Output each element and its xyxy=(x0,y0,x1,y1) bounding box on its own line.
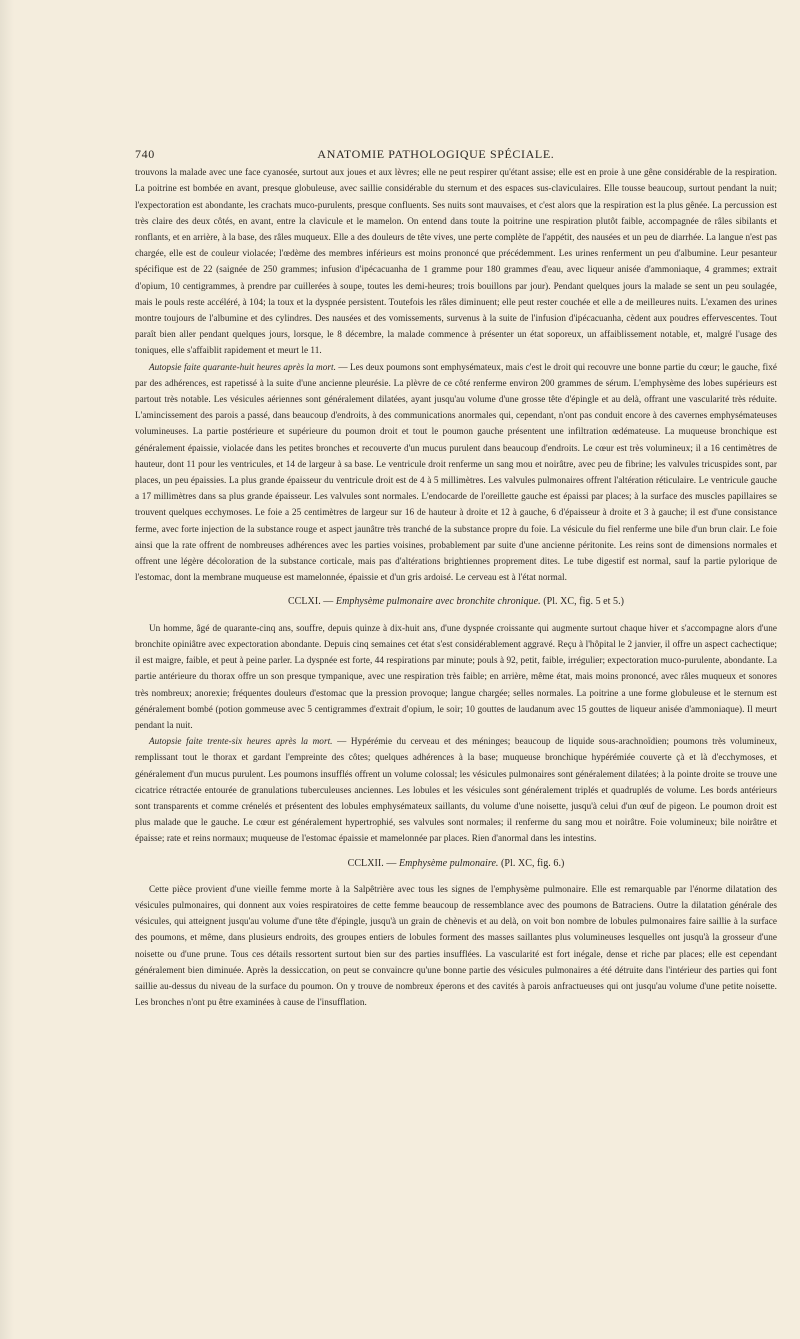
heading-prefix-cclxii: CCLXII. — xyxy=(347,857,399,869)
heading-title-cclxii: Emphysème pulmonaire. xyxy=(398,857,499,869)
case-paragraph-cclxi: Un homme, âgé de quarante-cinq ans, souffre, depuis quinze à dix-huit ans, d'une dyspnée croissante qui augmente surtout chaque hiver et s'accompagne alors d'une bronchite opiniâtre avec expectoration abondante. Depuis cinq semaines cet état s'est considérablement aggravé. Reçu à l'hôpital le 2 janvier, il offre un aspect cachectique; il est maigre, faible, et peut à peine parler. La dyspnée est forte, 44 respirations par minute; pouls à 92, petit, faible, irrégulier; expectoration muco-purulente, abondante. La partie antérieure du thorax offre un son presque tympanique, avec une respiration très faible; en arrière, même état, mais moins prononcé, avec râles muqueux et sonores très nombreux; anorexie; fréquentes douleurs d'estomac que la pression provoque; langue chargée; selles normales. La poitrine a une forme globuleuse et le sternum est généralement bombé (potion gommeuse avec 5 centigrammes d'extrait d'opium, le soir; 10 gouttes de laudanum avec 15 gouttes de liqueur anisée d'ammoniaque). Il meurt pendant la nuit. xyxy=(135,622,777,730)
running-title: ANATOMIE PATHOLOGIQUE SPÉCIALE. xyxy=(317,147,555,161)
text-column xyxy=(135,146,777,1010)
autopsy-text-2: — Hypérémie du cerveau et des méninges; beaucoup de liquide sous-arachnoïdien; poumons très volumineux, remplissant tout le thorax et gardant l'empreinte des côtes; quelques adhérences à la base; muqueuse bronchique hypérémiée couverte çà et là d'ecchymoses, et généralement d'un mucus purulent. Les poumons insufflés offrent un volume colossal; les vésicules pulmonaires sont généralement dilatées; à la pointe droite se trouve une cicatrice rétractée entourée de granulations tuberculeuses anciennes. Les lobules et les vésicules sont généralement triplés et quadruplés de volume. Les bords antérieurs sont transparents et comme crénelés et présentent des lobules emphysémateux saillants, du volume d'une noisette, jusqu'à celui d'un œuf de pigeon. Le poumon droit est plus malade que le gauche. Le cœur est généralement hypertrophié, ses valvules sont normales; il renferme du sang mou et noirâtre. Foie volumineux; bile noirâtre et épaisse; rate et reins normaux; muqueuse de l'estomac épaissie et mamelonnée par places. Rien d'anormal dans les intestins. xyxy=(135,736,777,844)
case-paragraph-cclxii: Cette pièce provient d'une vieille femme morte à la Salpêtrière avec tous les signes de l'emphysème pulmonaire. Elle est remarquable par l'énorme dilatation des vésicules pulmonaires, qui donnent aux voies respiratoires de cette femme beaucoup de ressemblance avec des poumons de Batraciens. Outre la dilatation générale des vésicules, qui atteignent jusqu'au volume d'une tête d'épingle, jusqu'à un grain de chènevis et au delà, on voit bon nombre de lobules pulmonaires faire saillie à la surface des poumons, et même, dans plusieurs endroits, des groupes entiers de lobules forment des masses saillantes plus volumineuses lesquelles ont jusqu'à la grosseur d'une noisette ou d'une prune. Tous ces détails ressortent surtout bien sur des parties insufflées. La vascularité est fort inégale, dense et riche par places; elle est cependant généralement bien diminuée. Après la dessiccation, on peut se convaincre qu'une bonne partie des vésicules pulmonaires a été détruite dans l'intérieur des parties qui font saillie au-dessus du niveau de la surface du poumon. On y trouve de nombreux éperons et des cavités à parois anfractueuses qui ont jusqu'au volume d'une petite noisette. Les bronches n'ont pu être examinées à cause de l'insufflation. xyxy=(135,883,777,1008)
autopsy-paragraph-2 xyxy=(135,733,777,846)
case-continuation-paragraph: trouvons la malade avec une face cyanosée, surtout aux joues et aux lèvres; elle ne peut respirer qu'étant assise; elle est en proie à une gêne considérable de la respiration. La poitrine est bombée en avant, presque globuleuse, avec saillie considérable du sternum et des espaces sus-claviculaires. Elle tousse beaucoup, surtout pendant la nuit; l'expectoration est abondante, les crachats muco-purulents, presque confluents. Ses nuits sont mauvaises, et c'est alors que la respiration est la plus gênée. La percussion est très claire des deux côtés, en avant, entre la clavicule et le mamelon. On entend dans toute la poitrine une respiration plutôt faible, accompagnée de râles sibilants et ronflants, et en arrière, à la base, des râles muqueux. Elle a des douleurs de tête vives, une perte complète de l'appétit, des nausées et un peu de diarrhée. La langue n'est pas chargée, elle est de couleur violacée; l'œdème des membres inférieurs est moins prononcé que précédemment. Les urines renferment un peu d'albumine. Leur pesanteur spécifique est de 22 (saignée de 250 grammes; infusion d'ipécacuanha de 1 gramme pour 180 grammes d'eau, avec liqueur anisée d'ammoniaque, 4 grammes; extrait d'opium, 10 centigrammes, à prendre par cuillerées à soupe, toutes les demi-heures; trois bouillons par jour). Pendant quelques jours la malade se sent un peu soulagée, mais le pouls reste accéléré, à 104; la toux et la dyspnée persistent. Toutefois les râles diminuent; elle peut rester couchée et elle a de meilleures nuits. L'examen des urines montre toujours de l'albumine et des cylindres. Des nausées et des vomissements, survenus à la suite de l'infusion d'ipécacuanha, cèdent aux poudres effervescentes. Tout paraît bien aller pendant quelques jours, lorsque, le 8 décembre, la malade commence à présenter un état soporeux, un affaiblissement notable, et, malgré l'usage des toniques, elle s'affaiblit rapidement et meurt le 11. xyxy=(135,167,777,356)
binding-shadow xyxy=(0,0,14,1339)
heading-title-cclxi: Emphysème pulmonaire avec bronchite chronique. xyxy=(335,596,541,608)
autopsy-paragraph-1 xyxy=(135,359,777,586)
section-heading-cclxii xyxy=(135,856,777,872)
page-header xyxy=(135,146,777,162)
heading-ref-cclxii: (Pl. XC, fig. 6.) xyxy=(498,857,565,869)
autopsy-lead-2: Autopsie faite trente-six heures après la mort. xyxy=(149,736,333,747)
autopsy-text-1: — Les deux poumons sont emphysémateux, mais c'est le droit qui recouvre une bonne partie du cœur; le gauche, fixé par des adhérences, est rapetissé à la suite d'une ancienne pleurésie. La plèvre de ce côté renferme environ 200 grammes de sérum. L'emphysème des lobes supérieurs est partout très notable. Les vésicules aériennes sont généralement dilatées, ayant jusqu'au volume d'une grosse tête d'épingle et au delà, offrant une vascularité très réduite. L'amincissement des parois a passé, dans beaucoup d'endroits, à des communications anormales qui, cependant, n'ont pas conduit encore à des cavernes emphysémateuses volumineuses. La partie postérieure et supérieure du poumon droit et tout le poumon gauche présentent une infiltration œdémateuse. La muqueuse bronchique est généralement épaissie, violacée dans les petites bronches et recouverte d'un mucus purulent dans beaucoup d'endroits. Le cœur est très volumineux; il a 16 centimètres de hauteur, dont 11 pour les ventricules, et 14 de largeur à sa base. Le ventricule droit renferme un sang mou et noirâtre, avec peu de fibrine; les valvules tricuspides sont, par places, un peu épaissies. La plus grande épaisseur du ventricule droit est de 4 à 5 millimètres. Les valvules pulmonaires offrent l'altération réticulaire. Le ventricule gauche a 17 millimètres dans sa plus grande épaisseur. Les valvules sont normales. L'endocarde de l'oreillette gauche est épaissi par places; à la surface des muscles papillaires se trouvent quelques ecchymoses. Le foie a 25 centimètres de largeur sur 16 de hauteur à droite et 12 à gauche, 6 d'épaisseur à droite et 3 à gauche; il est d'une consistance ferme, avec forte injection de la substance rouge et aspect jaunâtre très tranché de la substance propre du foie. La vésicule du fiel renferme une bile d'un brun clair. Le foie ainsi que la rate offrent de nombreuses adhérences avec les parties voisines, probablement par suite d'une ancienne péritonite. Les reins sont de dimensions normales et offrent une légère décoloration de la substance corticale, mais pas d'altérations brightiennes proprement dites. Le tube digestif est normal, sauf la partie pylorique de l'estomac, dont la membrane muqueuse est mamelonnée, épaissie et d'un gris ardoisé. Le cerveau est à l'état normal. xyxy=(135,361,777,583)
section-heading-cclxi xyxy=(135,594,777,610)
heading-prefix-cclxi: CCLXI. — xyxy=(287,596,336,608)
heading-ref-cclxi: (Pl. XC, fig. 5 et 5.) xyxy=(540,596,625,608)
autopsy-lead-1: Autopsie faite quarante-huit heures après la mort. xyxy=(149,361,336,372)
page-number: 740 xyxy=(135,147,155,161)
